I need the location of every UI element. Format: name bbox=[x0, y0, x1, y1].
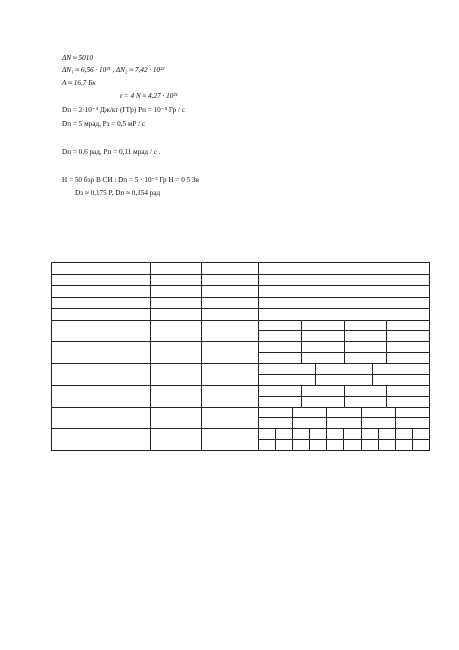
table-subcell bbox=[292, 429, 309, 439]
table-subcell bbox=[326, 408, 360, 418]
table-subcell bbox=[386, 353, 429, 363]
table-cell bbox=[259, 286, 430, 298]
table-cell bbox=[52, 364, 151, 386]
table-subcell bbox=[259, 408, 292, 418]
table-cell bbox=[52, 407, 151, 429]
table-cell bbox=[151, 320, 202, 342]
table-subcell bbox=[386, 342, 429, 352]
table-cell-split bbox=[259, 342, 430, 364]
table-subcell bbox=[386, 386, 429, 396]
table-cell bbox=[202, 429, 259, 451]
table-subcell bbox=[344, 331, 387, 341]
table-cell bbox=[52, 385, 151, 407]
table-subcell bbox=[378, 429, 395, 439]
table-row bbox=[52, 407, 430, 429]
table-subcell bbox=[309, 429, 326, 439]
formula-line-6: Dп = 5 мрад, Pз = 0,5 мР / с bbox=[62, 120, 146, 128]
table-subcell bbox=[386, 331, 429, 341]
table-subcell bbox=[315, 375, 372, 385]
table-subcell bbox=[372, 375, 429, 385]
table-cell bbox=[52, 309, 151, 321]
table-subcell bbox=[301, 331, 344, 341]
table-cell bbox=[202, 407, 259, 429]
table-row bbox=[52, 286, 430, 298]
table-cell bbox=[52, 342, 151, 364]
table-subcell bbox=[259, 364, 315, 374]
table-cell bbox=[52, 320, 151, 342]
table-subcell bbox=[326, 418, 360, 428]
table-row bbox=[52, 274, 430, 286]
table-cell-split bbox=[259, 407, 430, 429]
table-cell-split bbox=[259, 364, 430, 386]
table-cell bbox=[52, 263, 151, 275]
table-cell bbox=[202, 263, 259, 275]
table-cell bbox=[151, 286, 202, 298]
table-subcell bbox=[378, 440, 395, 450]
table-subcell bbox=[301, 397, 344, 407]
table-subcell bbox=[259, 342, 301, 352]
table-subcell bbox=[361, 440, 378, 450]
table-subcell bbox=[301, 353, 344, 363]
table-cell bbox=[151, 274, 202, 286]
table-cell bbox=[151, 407, 202, 429]
table-cell bbox=[202, 342, 259, 364]
table-subcell bbox=[275, 440, 292, 450]
table-subcell bbox=[412, 440, 429, 450]
table-cell bbox=[202, 309, 259, 321]
formula-line-5: Dп = 2·10⁻⁴ Дж/кг (ГГр) Pп = 10⁻⁵ Гр / с bbox=[62, 106, 185, 114]
table-cell bbox=[202, 320, 259, 342]
table-cell bbox=[151, 385, 202, 407]
table-subcell bbox=[259, 429, 275, 439]
table-subcell bbox=[301, 386, 344, 396]
table-subcell bbox=[259, 440, 275, 450]
table-cell bbox=[151, 342, 202, 364]
table-cell bbox=[259, 309, 430, 321]
table-cell bbox=[151, 364, 202, 386]
table-subcell bbox=[361, 429, 378, 439]
table-subcell bbox=[412, 429, 429, 439]
table-subcell bbox=[326, 429, 343, 439]
table-subcell bbox=[259, 418, 292, 428]
empty-table bbox=[51, 262, 430, 451]
table-cell bbox=[52, 429, 151, 451]
table-cell bbox=[202, 274, 259, 286]
table-cell bbox=[151, 263, 202, 275]
table-subcell bbox=[259, 375, 315, 385]
formula-line-2: ΔN₁ ≈ 6,56 · 10²¹ , ΔN₂ ≈ 7,42 · 10²² bbox=[62, 66, 165, 74]
table-cell bbox=[202, 364, 259, 386]
table-cell bbox=[259, 297, 430, 309]
table-subcell bbox=[309, 440, 326, 450]
table-cell bbox=[259, 263, 430, 275]
table-cell bbox=[202, 286, 259, 298]
table-subcell bbox=[259, 386, 301, 396]
table-subcell bbox=[315, 364, 372, 374]
table-subcell bbox=[386, 397, 429, 407]
table-subcell bbox=[292, 418, 326, 428]
table-cell bbox=[151, 309, 202, 321]
table-cell-split bbox=[259, 385, 430, 407]
table-row bbox=[52, 342, 430, 364]
table-subcell bbox=[344, 353, 387, 363]
table-cell bbox=[259, 274, 430, 286]
table-cell-split bbox=[259, 429, 430, 451]
table-cell bbox=[52, 274, 151, 286]
table-cell-split bbox=[259, 320, 430, 342]
formula-line-7: Dп = 0,6 рад, Pп = 0,11 мрад / с . bbox=[62, 148, 161, 156]
table-subcell bbox=[292, 408, 326, 418]
table-cell bbox=[52, 286, 151, 298]
table-subcell bbox=[361, 408, 395, 418]
table-subcell bbox=[259, 321, 301, 331]
table-row bbox=[52, 297, 430, 309]
table-subcell bbox=[395, 408, 429, 418]
table-subcell bbox=[344, 321, 387, 331]
table-row bbox=[52, 364, 430, 386]
table-row bbox=[52, 309, 430, 321]
formula-line-3: A ≈ 16,7 Бк bbox=[62, 79, 96, 87]
table-subcell bbox=[361, 418, 395, 428]
table-row bbox=[52, 429, 430, 451]
table-row bbox=[52, 320, 430, 342]
table-row bbox=[52, 263, 430, 275]
table-subcell bbox=[259, 353, 301, 363]
table-cell bbox=[202, 297, 259, 309]
table-cell bbox=[52, 297, 151, 309]
table-subcell bbox=[259, 397, 301, 407]
table-subcell bbox=[275, 429, 292, 439]
formula-line-1: ΔN ≈ 5010 bbox=[62, 54, 93, 62]
table-subcell bbox=[301, 342, 344, 352]
formula-line-9: Dз ≈ 0,175 Р, Dп ≈ 0,154 рад bbox=[75, 189, 161, 197]
table-subcell bbox=[372, 364, 429, 374]
table-cell bbox=[151, 297, 202, 309]
table-subcell bbox=[344, 386, 387, 396]
table-subcell bbox=[395, 429, 412, 439]
table-subcell bbox=[343, 429, 360, 439]
table-subcell bbox=[395, 440, 412, 450]
table-subcell bbox=[386, 321, 429, 331]
table-subcell bbox=[344, 342, 387, 352]
table-cell bbox=[202, 385, 259, 407]
table-subcell bbox=[326, 440, 343, 450]
table-subcell bbox=[395, 418, 429, 428]
formula-line-4: t = 4 N ≈ 4,27 · 10²¹ bbox=[120, 92, 178, 100]
table-subcell bbox=[301, 321, 344, 331]
table-subcell bbox=[292, 440, 309, 450]
table-row bbox=[52, 385, 430, 407]
table-subcell bbox=[344, 397, 387, 407]
table-cell bbox=[151, 429, 202, 451]
formula-line-8: H = 50 бэр В СИ : Dп = 5 · 10⁻² Гр H = 0 5 Зв bbox=[62, 176, 200, 184]
table-subcell bbox=[343, 440, 360, 450]
table-subcell bbox=[259, 331, 301, 341]
